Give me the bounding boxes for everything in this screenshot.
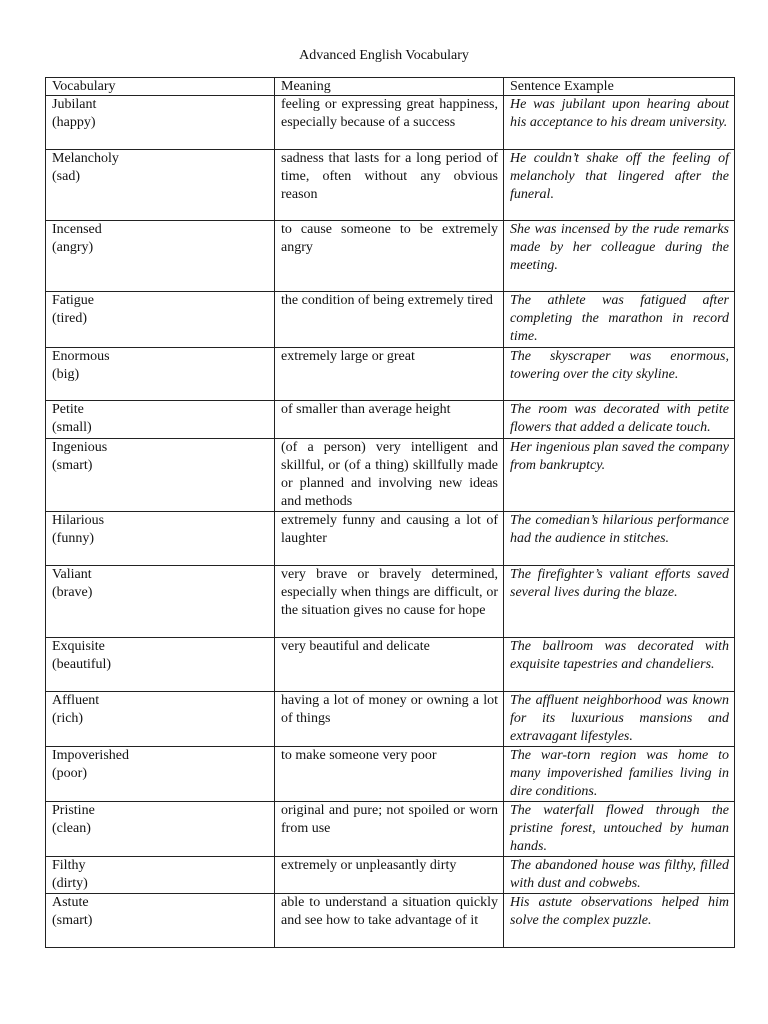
sentence-example-cell: The firefighter’s valiant efforts saved several lives during the blaze.	[504, 566, 735, 638]
meaning-cell: very brave or bravely determined, especially when things are difficult, or the situation gives no cause for hope	[275, 566, 504, 638]
vocabulary-synonym: (brave)	[52, 585, 93, 600]
sentence-example-cell: His astute observations helped him solve the complex puzzle.	[504, 894, 735, 948]
vocabulary-synonym: (small)	[52, 420, 92, 435]
vocabulary-synonym: (tired)	[52, 311, 87, 326]
vocabulary-cell	[46, 747, 275, 802]
vocabulary-table	[45, 77, 735, 948]
table-header-row	[46, 78, 735, 96]
vocabulary-word: Filthy	[52, 858, 86, 873]
vocabulary-synonym: (poor)	[52, 766, 87, 781]
vocabulary-synonym: (angry)	[52, 240, 94, 255]
meaning-cell: having a lot of money or owning a lot of things	[275, 692, 504, 747]
sentence-example-cell: The war-torn region was home to many impoverished families living in dire conditions.	[504, 747, 735, 802]
meaning-cell: original and pure; not spoiled or worn from use	[275, 802, 504, 857]
vocabulary-cell	[46, 857, 275, 894]
vocabulary-word: Impoverished	[52, 748, 129, 763]
sentence-example-cell: He was jubilant upon hearing about his acceptance to his dream university.	[504, 96, 735, 150]
meaning-cell: feeling or expressing great happiness, especially because of a success	[275, 96, 504, 150]
vocabulary-synonym: (smart)	[52, 458, 93, 473]
vocabulary-synonym: (smart)	[52, 913, 93, 928]
table-row	[46, 857, 735, 894]
meaning-cell: extremely or unpleasantly dirty	[275, 857, 504, 894]
meaning-cell: to cause someone to be extremely angry	[275, 221, 504, 292]
vocabulary-synonym: (rich)	[52, 711, 84, 726]
vocabulary-synonym: (beautiful)	[52, 657, 112, 672]
meaning-cell: (of a person) very intelligent and skillful, or (of a thing) skillfully made or planned and involving new ideas and methods	[275, 439, 504, 512]
meaning-cell: sadness that lasts for a long period of time, often without any obvious reason	[275, 150, 504, 221]
sentence-example-cell: The skyscraper was enormous, towering over the city skyline.	[504, 348, 735, 401]
table-row	[46, 692, 735, 747]
table-row	[46, 292, 735, 348]
table-row	[46, 150, 735, 221]
vocabulary-cell	[46, 566, 275, 638]
column-header-sentence-example: Sentence Example	[504, 78, 735, 96]
meaning-cell: very beautiful and delicate	[275, 638, 504, 692]
sentence-example-cell: He couldn’t shake off the feeling of melancholy that lingered after the funeral.	[504, 150, 735, 221]
vocabulary-word: Jubilant	[52, 97, 97, 112]
sentence-example-cell: The ballroom was decorated with exquisite tapestries and chandeliers.	[504, 638, 735, 692]
table-row	[46, 802, 735, 857]
vocabulary-cell	[46, 439, 275, 512]
vocabulary-word: Enormous	[52, 349, 110, 364]
vocabulary-cell	[46, 802, 275, 857]
sentence-example-cell: The waterfall flowed through the pristine forest, untouched by human hands.	[504, 802, 735, 857]
vocabulary-word: Exquisite	[52, 639, 105, 654]
table-row	[46, 512, 735, 566]
column-header-meaning: Meaning	[275, 78, 504, 96]
sentence-example-cell: The room was decorated with petite flowers that added a delicate touch.	[504, 401, 735, 439]
table-row	[46, 638, 735, 692]
sentence-example-cell: The affluent neighborhood was known for its luxurious mansions and extravagant lifestyles.	[504, 692, 735, 747]
meaning-cell: able to understand a situation quickly and see how to take advantage of it	[275, 894, 504, 948]
vocabulary-cell	[46, 638, 275, 692]
meaning-cell: the condition of being extremely tired	[275, 292, 504, 348]
vocabulary-word: Ingenious	[52, 440, 108, 455]
vocabulary-cell	[46, 692, 275, 747]
sentence-example-cell: The abandoned house was filthy, filled with dust and cobwebs.	[504, 857, 735, 894]
vocabulary-word: Melancholy	[52, 151, 119, 166]
vocabulary-word: Hilarious	[52, 513, 105, 528]
vocabulary-synonym: (dirty)	[52, 876, 88, 891]
vocabulary-synonym: (happy)	[52, 115, 96, 130]
vocabulary-synonym: (clean)	[52, 821, 91, 836]
vocabulary-word: Incensed	[52, 222, 102, 237]
meaning-cell: to make someone very poor	[275, 747, 504, 802]
table-row	[46, 348, 735, 401]
vocabulary-word: Pristine	[52, 803, 95, 818]
page-title: Advanced English Vocabulary	[299, 48, 469, 63]
vocabulary-cell	[46, 512, 275, 566]
vocabulary-cell	[46, 348, 275, 401]
sentence-example-cell: The comedian’s hilarious performance had the audience in stitches.	[504, 512, 735, 566]
vocabulary-word: Petite	[52, 402, 84, 417]
meaning-cell: extremely funny and causing a lot of laughter	[275, 512, 504, 566]
vocabulary-word: Astute	[52, 895, 89, 910]
sentence-example-cell: The athlete was fatigued after completing the marathon in record time.	[504, 292, 735, 348]
sentence-example-cell: Her ingenious plan saved the company from bankruptcy.	[504, 439, 735, 512]
vocabulary-synonym: (funny)	[52, 531, 94, 546]
vocabulary-synonym: (big)	[52, 367, 80, 382]
vocabulary-cell	[46, 221, 275, 292]
table-row	[46, 566, 735, 638]
meaning-cell: of smaller than average height	[275, 401, 504, 439]
vocabulary-synonym: (sad)	[52, 169, 80, 184]
table-row	[46, 221, 735, 292]
sentence-example-cell: She was incensed by the rude remarks made by her colleague during the meeting.	[504, 221, 735, 292]
table-row	[46, 439, 735, 512]
table-row	[46, 894, 735, 948]
vocabulary-word: Valiant	[52, 567, 92, 582]
vocabulary-cell	[46, 292, 275, 348]
vocabulary-cell	[46, 894, 275, 948]
table-row	[46, 401, 735, 439]
meaning-cell: extremely large or great	[275, 348, 504, 401]
vocabulary-cell	[46, 96, 275, 150]
table-row	[46, 747, 735, 802]
vocabulary-cell	[46, 150, 275, 221]
vocabulary-cell	[46, 401, 275, 439]
vocabulary-word: Fatigue	[52, 293, 94, 308]
vocabulary-word: Affluent	[52, 693, 100, 708]
column-header-vocabulary: Vocabulary	[46, 78, 275, 96]
table-row	[46, 96, 735, 150]
